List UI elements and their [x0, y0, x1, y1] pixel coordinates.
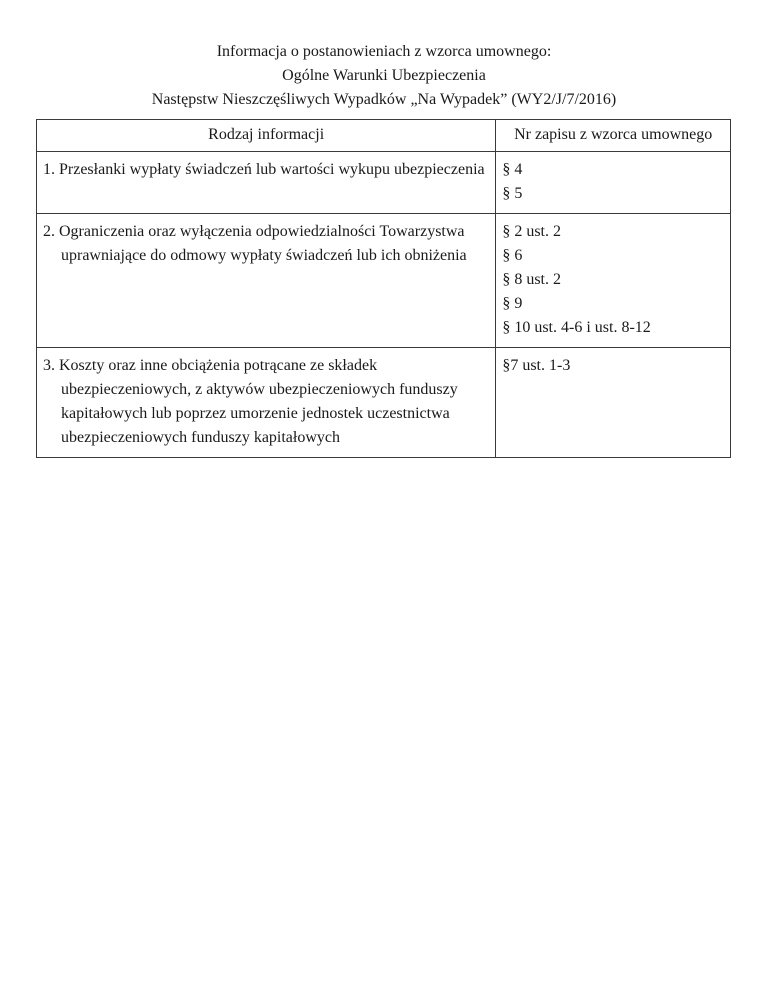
clause-ref: § 6 [502, 247, 523, 264]
clause-ref: § 10 ust. 4-6 i ust. 8-12 [502, 319, 651, 336]
info-cell [37, 214, 496, 348]
title-line-2: Ogólne Warunki Ubezpieczenia [282, 67, 486, 84]
clause-ref: § 5 [502, 185, 523, 202]
refs-cell [496, 214, 731, 348]
info-cell [37, 348, 496, 458]
title-line-1: Informacja o postanowieniach z wzorca umownego: [216, 43, 552, 60]
refs-cell [496, 152, 731, 214]
clause-ref: §7 ust. 1-3 [502, 357, 571, 374]
info-text: 2. Ograniczenia oraz wyłączenia odpowiedzialności Towarzystwa uprawniające do odmowy wypłaty świadczeń lub ich obniżenia [43, 223, 467, 264]
clause-ref: § 8 ust. 2 [502, 271, 561, 288]
column-header-info-type: Rodzaj informacji [37, 120, 496, 152]
clause-ref: § 4 [502, 161, 523, 178]
clause-ref: § 2 ust. 2 [502, 223, 561, 240]
table-row [37, 152, 731, 214]
column-header-clause-number: Nr zapisu z wzorca umownego [496, 120, 731, 152]
info-text: 1. Przesłanki wypłaty świadczeń lub wartości wykupu ubezpieczenia [43, 161, 485, 178]
info-cell [37, 152, 496, 214]
information-table [36, 119, 731, 458]
table-header-row [37, 120, 731, 152]
info-text: 3. Koszty oraz inne obciążenia potrącane ze składek ubezpieczeniowych, z aktywów ubezpieczeniowych funduszy kapitałowych lub poprzez umorzenie jednostek uczestnictwa ubezpieczeniowych funduszy kapitałowych [43, 357, 458, 446]
title-line-3: Następstw Nieszczęśliwych Wypadków „Na Wypadek” (WY2/J/7/2016) [151, 91, 617, 108]
clause-ref: § 9 [502, 295, 523, 312]
table-row [37, 348, 731, 458]
table-row [37, 214, 731, 348]
refs-cell [496, 348, 731, 458]
document-title [0, 40, 768, 112]
